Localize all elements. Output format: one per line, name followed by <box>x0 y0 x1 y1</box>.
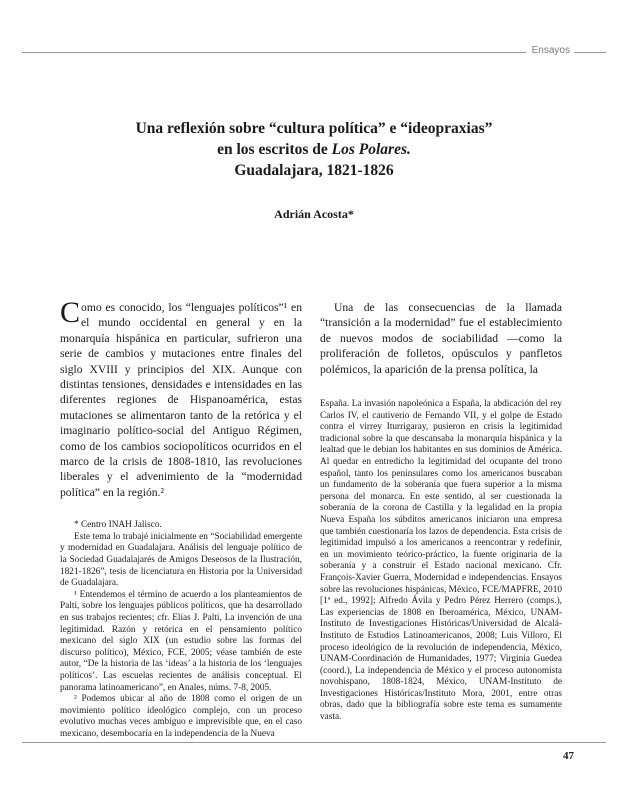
right-column <box>320 300 562 724</box>
footnote-affiliation: * Centro INAH Jalisco. <box>74 520 162 531</box>
title-line-3: Guadalajara, 1821-1826 <box>234 162 394 179</box>
left-column <box>60 296 302 741</box>
footnotes-left <box>60 520 302 740</box>
title-line-2 <box>60 139 568 160</box>
author-name: Adrián Acosta* <box>274 207 354 221</box>
title-line-2-italic: Los Polares. <box>331 141 411 158</box>
title-line-1: Una reflexión sobre “cultura política” e “ideopraxias” <box>135 120 493 137</box>
footer-rule <box>22 742 606 743</box>
section-label: Ensayos <box>526 45 574 56</box>
footnote-1: ¹ Entendemos el término de acuerdo a los planteamientos de Palti, sobre los lenguajes públicos políticos, que ha desarrollado en sus trabajos recientes; cfr. Elías J. Palti, La invención de una legitimidad. Razón y retórica en el pensamiento político mexicano del siglo XIX (un estudio sobre las formas del discurso político), México, FCE, 2005; véase también de este autor, “De la historia de las ‘ideas’ a la historia de los ‘lenguajes políticos’. Las escuelas recientes de análisis conceptual. El panorama latinoamericano”, en Anales, núms. 7-8, 2005. <box>60 589 302 693</box>
article-title <box>60 118 568 181</box>
intro-paragraph-text: omo es conocido, los “lenguajes políticos”¹ en el mundo occidental en general y en la monarquía hispánica en particular, sufrieron una serie de cambios y mutaciones entre finales del siglo XVIII y principios del XIX. Aunque con distintas tensiones, densidades e intensidades en las diferentes regiones de Hispanoamérica, estas mutaciones se alimentaron tanto de la retórica y el imaginario político-social del Antiguo Régimen, como de los cambios sociopolíticos ocurridos en el marco de la crisis de 1808-1810, las revoluciones liberales y el advenimiento de la “modernidad política” en la región.² <box>60 301 302 499</box>
page-number: 47 <box>563 750 574 762</box>
title-line-2-prefix: en los escritos de <box>217 141 332 158</box>
header-rule <box>22 52 606 53</box>
footnote-acknowledgement: Este tema lo trabajé inicialmente en “Sociabilidad emergente y modernidad en Guadalajara. Análisis del lenguaje político de la Sociedad Guadalajarés de Amigos Deseosos de la Ilustración, 1821-1826”, tesis de licenciatura en Historia por la Universidad de Guadalajara. <box>60 531 302 589</box>
drop-cap: C <box>60 296 81 329</box>
footnote-2: ² Podemos ubicar al año de 1808 como el origen de un movimiento político ideológico complejo, con un proceso evolutivo muchas veces ambiguo e imprevisible que, en el caso mexicano, desembocaría en la independencia de la Nueva <box>60 694 302 739</box>
intro-paragraph <box>60 296 302 500</box>
footnotes-right <box>320 399 562 724</box>
footnote-2-continued: España. La invasión napoleónica a España, la abdicación del rey Carlos IV, el cautiverio de Fernando VII, y el golpe de Estado contra el virrey Iturrigaray, pusieron en crisis la legitimidad tradicional sobre la que descansaba la monarquía hispánica y la lealtad que le debían los habitantes en sus dominios de América. Al quedar en entredicho la legitimidad del ocupante del trono español, tanto los peninsulares como los americanos buscaban un fundamento de la soberanía que fuera superior a la misma persona del monarca. En este sentido, al ser cuestionada la soberanía de la corona de Castilla y la legalidad en la propia Nueva España los súbditos americanos iniciaron una empresa que también cuestionaría los lazos de dependencia. Esta crisis de legitimidad impulsó a los americanos a reencontrar y redefinir, en un movimiento teórico-práctico, la fuente originaria de la soberanía y a construir el Estado nacional mexicano. Cfr. François-Xavier Guerra, Modernidad e independencias. Ensayos sobre las revoluciones hispánicas, México, FCE/MAPFRE, 2010 [1ª ed., 1992]; Alfredo Ávila y Pedro Pérez Herrero (comps.), Las experiencias de 1808 en Iberoamérica, México, UNAM-Instituto de Investigaciones Históricas/Universidad de Alcalá-Instituto de Estudios Latinoamericanos, 2008; Luis Villoro, El proceso ideológico de la revolución de independencia, México, UNAM-Coordinación de Humanidades, 1977; Virginia Guedea (coord.), La independencia de México y el proceso autonomista novohispano, 1808-1824, México, UNAM-Instituto de Investigaciones Históricas/Instituto Mora, 2001, entre otras obras, dado que la bibliografía sobre este tema es sumamente vasta. <box>320 399 562 723</box>
second-paragraph: Una de las consecuencias de la llamada “transición a la modernidad” fue el establecimiento de nuevos modos de sociabilidad —como la proliferación de folletos, opúsculos y panfletos polémicos, la aparición de la prensa política, la <box>320 301 562 376</box>
